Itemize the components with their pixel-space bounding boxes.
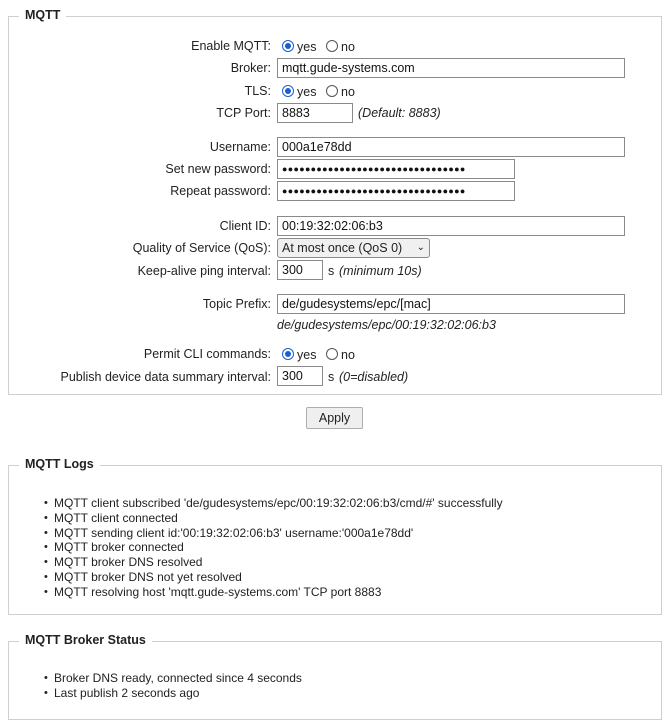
qos-label: Quality of Service (QoS): bbox=[132, 241, 271, 255]
enable-mqtt-no-radio[interactable] bbox=[326, 40, 338, 52]
client-id-input[interactable]: 00:19:32:02:06:b3 bbox=[277, 216, 625, 236]
keepalive-input[interactable]: 300 bbox=[277, 260, 323, 280]
mqtt-settings-legend: MQTT bbox=[19, 8, 66, 22]
qos-selected-value: At most once (QoS 0) bbox=[282, 241, 403, 255]
list-item: • MQTT sending client id:'00:19:32:02:06:b3' username:'000a1e78dd' bbox=[44, 526, 503, 541]
tcp-port-hint: (Default: 8883) bbox=[358, 106, 441, 120]
repeat-password-label: Repeat password: bbox=[170, 184, 271, 198]
permit-cli-no-label[interactable]: no bbox=[341, 348, 355, 362]
topic-prefix-label: Topic Prefix: bbox=[202, 297, 271, 311]
list-item: • MQTT broker DNS not yet resolved bbox=[44, 570, 503, 585]
list-item: • MQTT resolving host 'mqtt.gude-systems.com' TCP port 8883 bbox=[44, 585, 503, 600]
apply-button[interactable]: Apply bbox=[306, 407, 363, 429]
list-item: • MQTT client subscribed 'de/gudesystems/epc/00:19:32:02:06:b3/cmd/#' successfully bbox=[44, 496, 503, 511]
topic-prefix-input[interactable]: de/gudesystems/epc/[mac] bbox=[277, 294, 625, 314]
broker-input[interactable]: mqtt.gude-systems.com bbox=[277, 58, 625, 78]
enable-mqtt-yes-label[interactable]: yes bbox=[297, 40, 317, 54]
enable-mqtt-no-label[interactable]: no bbox=[341, 40, 355, 54]
tls-label: TLS: bbox=[244, 84, 271, 98]
keepalive-unit: s bbox=[328, 264, 335, 278]
broker-status-list bbox=[44, 671, 302, 701]
summary-interval-label: Publish device data summary interval: bbox=[60, 370, 271, 384]
repeat-password-input[interactable]: ●●●●●●●●●●●●●●●●●●●●●●●●●●●●●●●● bbox=[277, 181, 515, 201]
list-item: • Last publish 2 seconds ago bbox=[44, 686, 302, 701]
client-id-label: Client ID: bbox=[219, 219, 271, 233]
enable-mqtt-label: Enable MQTT: bbox=[191, 39, 271, 53]
mqtt-logs-list bbox=[44, 496, 503, 600]
tls-yes-label[interactable]: yes bbox=[297, 85, 317, 99]
list-item: • MQTT client connected bbox=[44, 511, 503, 526]
tcp-port-label: TCP Port: bbox=[216, 106, 271, 120]
summary-interval-hint: (0=disabled) bbox=[339, 370, 409, 384]
permit-cli-yes-radio[interactable] bbox=[282, 348, 294, 360]
keepalive-label: Keep-alive ping interval: bbox=[137, 264, 271, 278]
tls-yes-radio[interactable] bbox=[282, 85, 294, 97]
tcp-port-input[interactable]: 8883 bbox=[277, 103, 353, 123]
new-password-label: Set new password: bbox=[165, 162, 271, 176]
chevron-down-icon: ⌄ bbox=[416, 242, 425, 253]
tls-no-label[interactable]: no bbox=[341, 85, 355, 99]
mqtt-broker-status-legend: MQTT Broker Status bbox=[19, 633, 152, 647]
enable-mqtt-yes-radio[interactable] bbox=[282, 40, 294, 52]
username-label: Username: bbox=[209, 140, 271, 154]
summary-interval-unit: s bbox=[328, 370, 335, 384]
username-input[interactable]: 000a1e78dd bbox=[277, 137, 625, 157]
tls-no-radio[interactable] bbox=[326, 85, 338, 97]
summary-interval-input[interactable]: 300 bbox=[277, 366, 323, 386]
permit-cli-yes-label[interactable]: yes bbox=[297, 348, 317, 362]
keepalive-hint: (minimum 10s) bbox=[339, 264, 422, 278]
list-item: • MQTT broker DNS resolved bbox=[44, 555, 503, 570]
new-password-input[interactable]: ●●●●●●●●●●●●●●●●●●●●●●●●●●●●●●●● bbox=[277, 159, 515, 179]
topic-prefix-resolved: de/gudesystems/epc/00:19:32:02:06:b3 bbox=[277, 318, 496, 332]
broker-label: Broker: bbox=[230, 61, 271, 75]
permit-cli-label: Permit CLI commands: bbox=[143, 347, 271, 361]
mqtt-logs-legend: MQTT Logs bbox=[19, 457, 100, 471]
qos-select[interactable] bbox=[277, 238, 430, 258]
list-item: • MQTT broker connected bbox=[44, 540, 503, 555]
list-item: • Broker DNS ready, connected since 4 seconds bbox=[44, 671, 302, 686]
permit-cli-no-radio[interactable] bbox=[326, 348, 338, 360]
